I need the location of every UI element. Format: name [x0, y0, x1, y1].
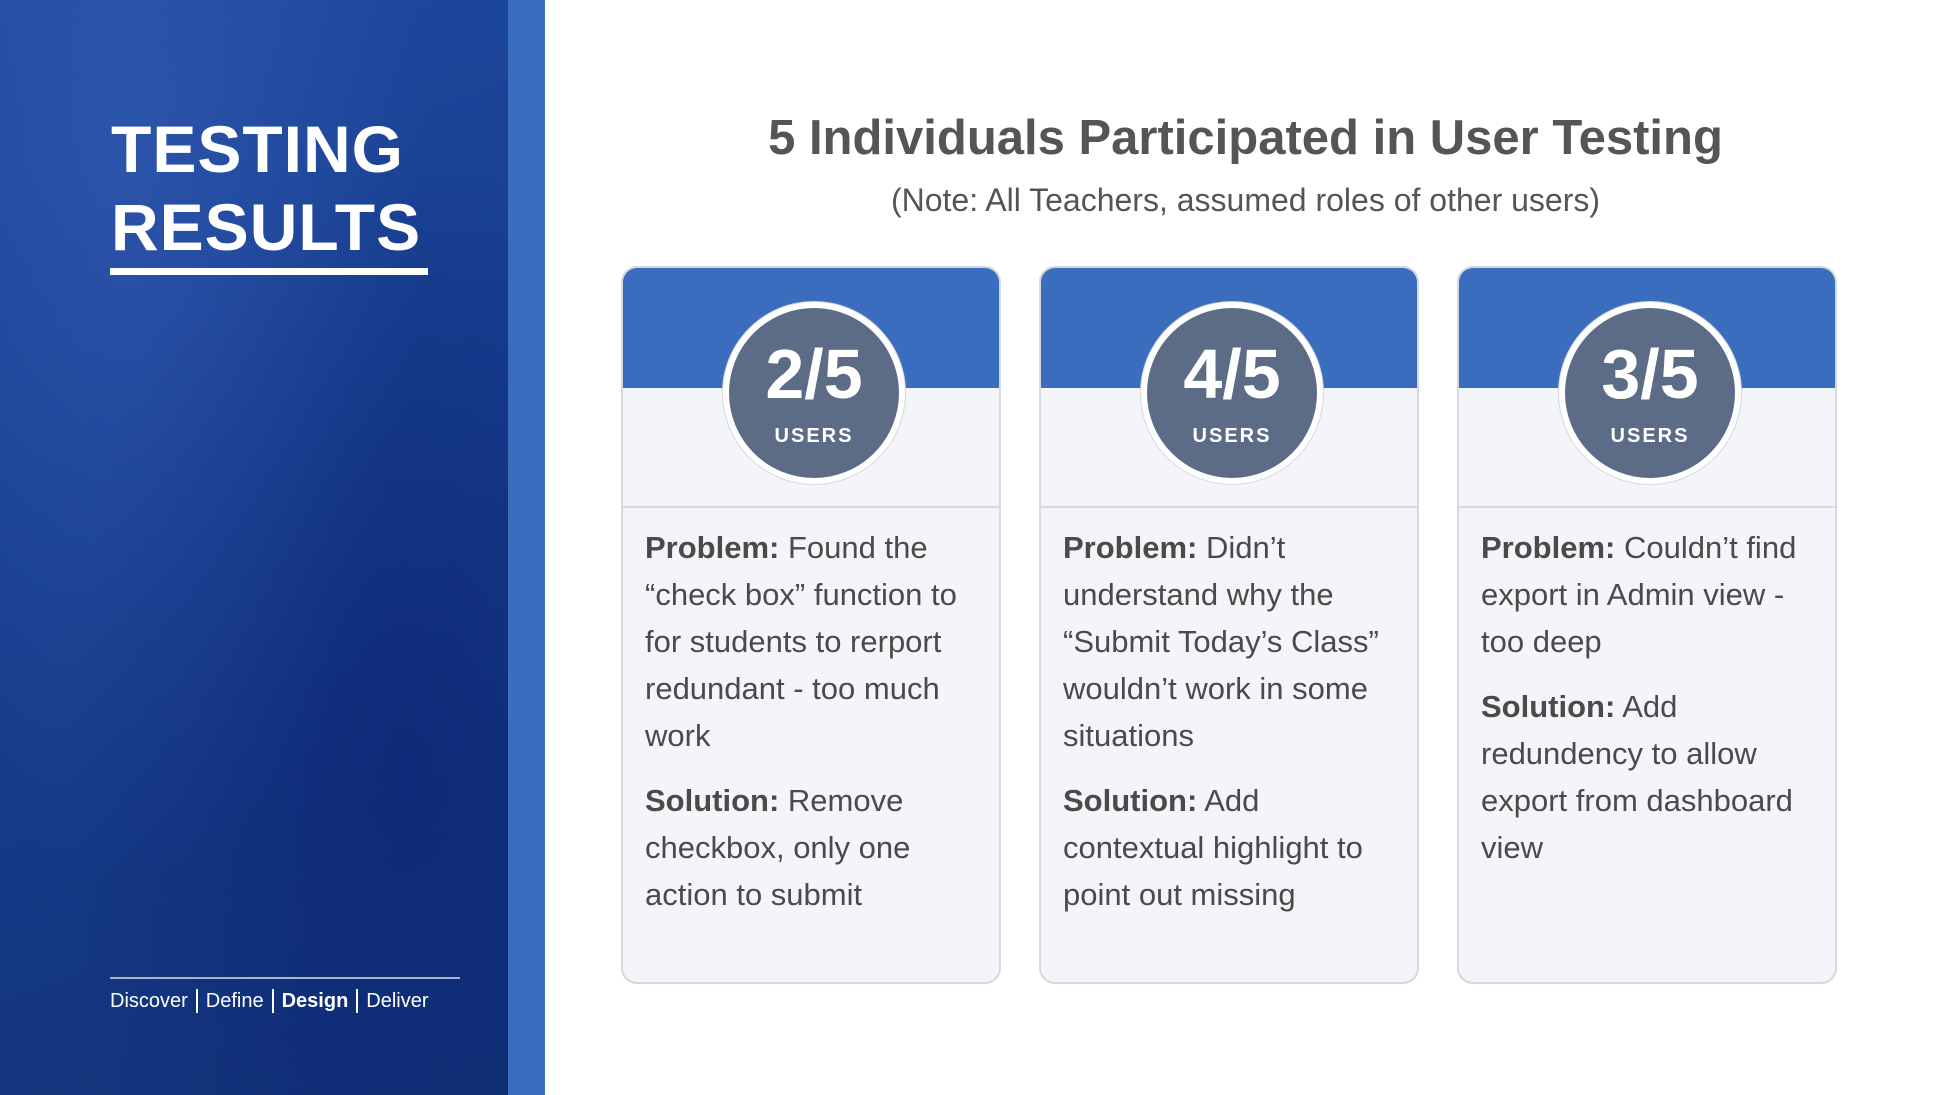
user-count-unit: USERS — [1610, 425, 1690, 447]
sidebar-accent-stripe — [508, 0, 545, 1095]
solution-text: Add redundency to allow export from dashboard view — [1481, 689, 1793, 865]
solution-text: Add contextual highlight to point out missing — [1063, 783, 1363, 912]
problem-label: Problem: — [1481, 530, 1616, 565]
card-divider — [623, 506, 999, 508]
title-underline — [110, 268, 428, 275]
phase-divider — [110, 977, 460, 979]
user-count-badge — [723, 302, 905, 484]
problem-text: Couldn’t find export in Admin view - too deep — [1481, 530, 1797, 659]
user-count-unit: USERS — [774, 425, 854, 447]
main-subheading: (Note: All Teachers, assumed roles of other users) — [890, 182, 1601, 218]
user-count-badge — [1559, 302, 1741, 484]
phase-breadcrumb — [110, 986, 429, 1016]
main-heading: 5 Individuals Participated in User Testing — [768, 111, 1723, 165]
sidebar-panel — [0, 0, 508, 1095]
page-title-line-1: TESTING — [111, 112, 405, 186]
problem-paragraph — [1481, 524, 1821, 665]
solution-label: Solution: — [1481, 689, 1616, 724]
page-title-line-2: RESULTS — [111, 190, 422, 264]
solution-paragraph — [645, 777, 985, 918]
phase-discover: Discover — [110, 990, 188, 1012]
phase-separator — [272, 989, 274, 1013]
phase-deliver: Deliver — [366, 990, 429, 1012]
card-body — [645, 524, 985, 936]
card-body — [1481, 524, 1821, 889]
solution-paragraph — [1063, 777, 1403, 918]
user-count-unit: USERS — [1192, 425, 1272, 447]
problem-text: Found the “check box” function to for students to rerport redundant - too much work — [645, 530, 957, 753]
solution-text: Remove checkbox, only one action to submit — [645, 783, 911, 912]
result-card-3 — [1457, 266, 1837, 984]
problem-label: Problem: — [645, 530, 780, 565]
card-body — [1063, 524, 1403, 936]
solution-label: Solution: — [645, 783, 780, 818]
phase-separator — [196, 989, 198, 1013]
user-count-fraction: 3/5 — [1601, 335, 1699, 413]
card-divider — [1459, 506, 1835, 508]
problem-paragraph — [645, 524, 985, 759]
page-title — [111, 110, 471, 266]
problem-paragraph — [1063, 524, 1403, 759]
solution-label: Solution: — [1063, 783, 1198, 818]
solution-paragraph — [1481, 683, 1821, 871]
card-divider — [1041, 506, 1417, 508]
result-card-2 — [1039, 266, 1419, 984]
phase-design-active: Design — [281, 990, 349, 1012]
problem-text: Didn’t understand why the “Submit Today’s Class” wouldn’t work in some situations — [1063, 530, 1379, 753]
phase-define: Define — [205, 990, 264, 1012]
user-count-fraction: 2/5 — [765, 335, 863, 413]
user-count-badge — [1141, 302, 1323, 484]
problem-label: Problem: — [1063, 530, 1198, 565]
phase-separator — [356, 989, 358, 1013]
user-count-fraction: 4/5 — [1183, 335, 1281, 413]
result-card-1 — [621, 266, 1001, 984]
